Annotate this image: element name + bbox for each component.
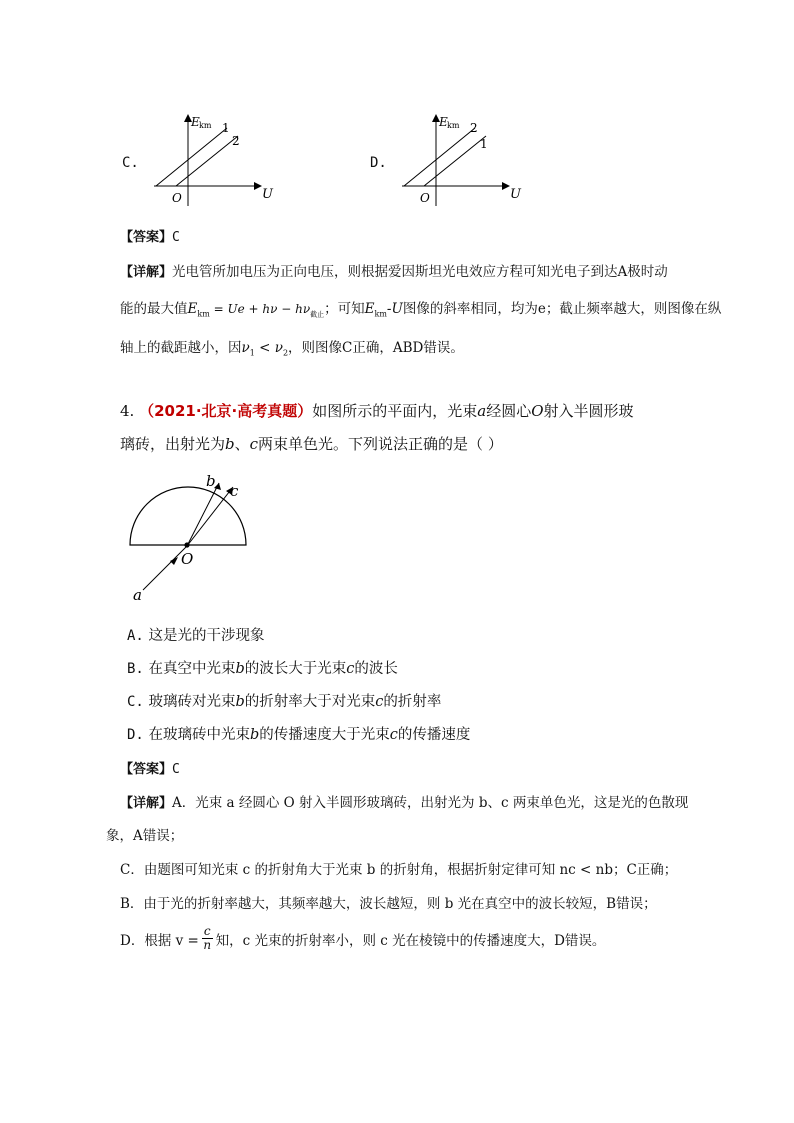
line-2-label: 2 [232, 134, 240, 148]
answer-tag: 【答案】 [120, 230, 173, 245]
line-2 [404, 128, 475, 186]
line-1 [424, 136, 486, 186]
q4-detail-line-3: C．由题图可知光束 c 的折射角大于光束 b 的折射角，根据折射定律可知 nc < nb；C正确； [120, 862, 678, 878]
label-O: O [181, 550, 194, 568]
axis-y-sub: km [199, 121, 212, 130]
center-point [184, 542, 189, 547]
q3-option-d [370, 110, 540, 210]
semicircle-glass [130, 487, 246, 545]
origin-label: O [420, 191, 430, 205]
q4-stem-line-1: 4. （2021·北京·高考真题）如图所示的平面内，光束a经圆心O射入半圆形玻 [120, 402, 634, 420]
origin-label: O [172, 191, 182, 205]
answer-tag: 【答案】 [120, 762, 173, 777]
line-1 [156, 128, 227, 186]
beam-c [187, 487, 233, 546]
detail-tag: 【详解】 [120, 796, 173, 811]
q4-option-c: C. 玻璃砖对光束b的折射率大于对光束c的折射率 [127, 694, 442, 710]
q3-answer [120, 226, 180, 245]
q4-option-b: B. 在真空中光束b的波长大于光束c的波长 [127, 661, 398, 677]
label-b: b [206, 472, 216, 490]
fraction-c-over-n: $\frac{c}{n}$ [203, 924, 212, 952]
label-a: a [133, 586, 142, 604]
q3-option-c-label: C. [122, 155, 139, 171]
q4-stem-line-2: 璃砖，出射光为b、c两束单色光。下列说法正确的是（ ） [120, 435, 503, 453]
detail-tag: 【详解】 [120, 265, 173, 280]
line-2-label: 2 [470, 121, 478, 135]
q4-figure [118, 470, 258, 610]
q4-answer [120, 758, 180, 777]
q3-option-d-label: D. [370, 155, 387, 171]
q4-source: （2021·北京·高考真题） [139, 402, 313, 420]
q4-detail-line-5: D．根据 v = $\frac{c}{n}$ 知，c 光束的折射率小，则 c 光在棱镜中的传播速度大，D错误。 [120, 924, 606, 952]
q4-detail-line-2: 象，A错误； [106, 828, 184, 844]
label-c: c [230, 482, 239, 500]
q4-detail-line-4: B．由于光的折射率越大，其频率越大，波长越短，则 b 光在真空中的波长较短，B错误； [120, 896, 657, 912]
q4-number: 4. [120, 402, 135, 420]
q3-detail-line-2: 能的最大值$E_{km} = Ue + h\nu - h\nu_{截止}$；可知$E_{km}-U$图像的斜率相同，均为e；截止频率越大，则图像在纵 [120, 301, 722, 319]
q4-option-d: D. 在玻璃砖中光束b的传播速度大于光束c的传播速度 [127, 727, 471, 743]
q4-detail-line-1: 【详解】A．光束 a 经圆心 O 射入半圆形玻璃砖，出射光为 b、c 两束单色光，这是光的色散现 [120, 795, 689, 811]
axis-x-label: U [510, 187, 521, 202]
q3-detail-line-3: 轴上的截距越小，因$\nu_1 < \nu_2$，则图像C正确，ABD错误。 [120, 340, 464, 358]
line-1-label: 1 [222, 121, 230, 135]
q3-option-c-graph [152, 110, 292, 210]
line-1-label: 1 [480, 137, 488, 151]
beam-a-arrow [170, 557, 178, 565]
q4-option-a: A. 这是光的干涉现象 [127, 628, 265, 644]
q3-option-c [122, 110, 292, 210]
q3-detail-line-1: 【详解】光电管所加电压为正向电压，则根据爱因斯坦光电效应方程可知光电子到达A极时动 [120, 264, 668, 280]
line-2 [176, 136, 238, 186]
q3-option-d-graph [400, 110, 540, 210]
axis-y-sub: km [447, 121, 460, 130]
axis-y-label: E [191, 115, 200, 129]
beam-b [187, 483, 219, 546]
answer-value: C [172, 230, 180, 245]
axis-y-label: E [439, 115, 448, 129]
axis-x-label: U [262, 187, 273, 202]
answer-value: C [172, 762, 180, 777]
